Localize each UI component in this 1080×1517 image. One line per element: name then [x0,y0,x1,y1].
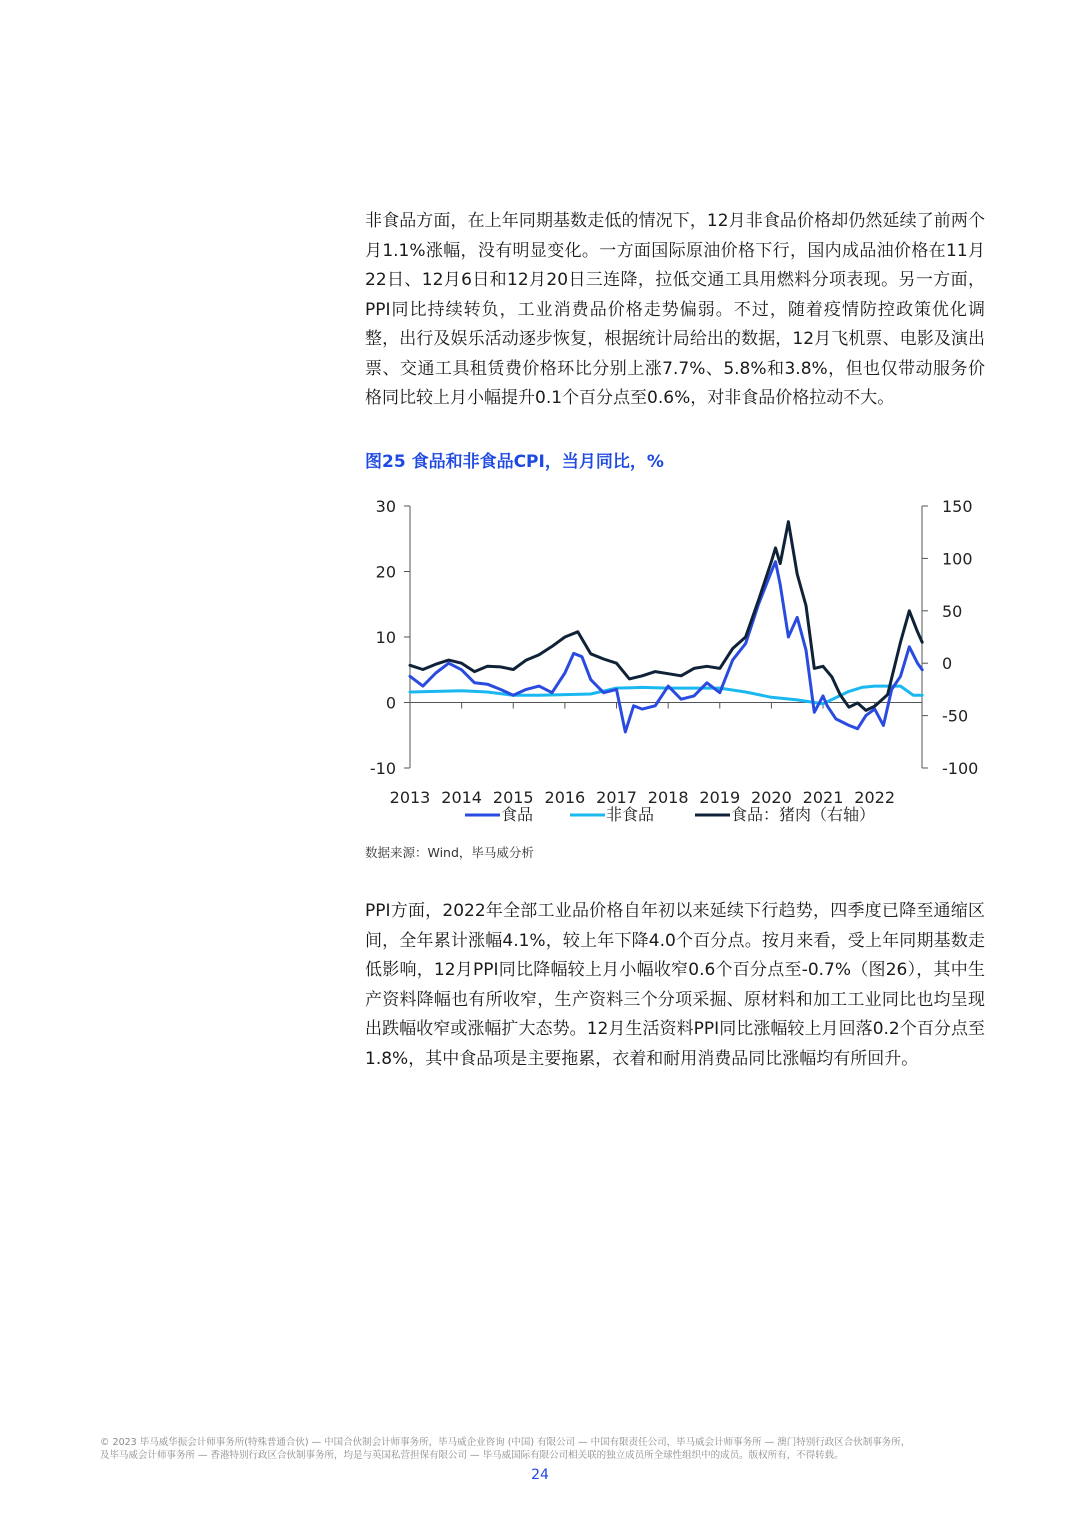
x-tick-label: 2021 [802,788,844,807]
figure-title: 图25 食品和非食品CPI，当月同比，% [365,452,664,472]
left-tick-label: 0 [385,693,396,713]
right-tick-label: 100 [942,549,973,569]
paragraph-ppi: PPI方面，2022年全部工业品价格自年初以来延续下行趋势，四季度已降至通缩区间，全年累计涨幅4.1%，较上年下降4.0个百分点。按月来看，受上年同期基数走低影响，12月PPI同比降幅较上月小幅收窄0.6个百分点至-0.7%（图26），其中生产资料降幅也有所收窄，生产资料三个分项采掘、原材料和加工工业同比也均呈现出跌幅收窄或涨幅扩大态势。12月生活资料PPI同比涨幅较上月回落0.2个百分点至1.8%，其中食品项是主要拖累，衣着和耐用消费品同比涨幅均有所回升。 [365,901,985,1069]
pork-series-line [410,522,922,711]
x-tick-label: 2022 [854,788,896,807]
source-note: 数据来源：Wind，毕马威分析 [365,845,534,860]
legend-pork-label: 食品：猪肉（右轴） [731,805,876,824]
footer-line: © 2023 毕马威华振会计师事务所(特殊普通合伙) — 中国合伙制会计师事务所，毕马威企业咨询 (中国) 有限公司 — 中国有限责任公司，毕马威会计师事务所 — 澳门特别行政区合伙制事务所， [100,1437,911,1448]
page-number: 24 [531,1467,549,1483]
x-tick-label: 2017 [596,788,637,807]
left-tick-label: 10 [375,628,396,647]
x-tick-label: 2015 [492,788,534,807]
food-series-line [410,562,922,732]
x-tick-label: 2016 [544,788,586,807]
footer-copyright [100,1436,980,1462]
x-tick-label: 2020 [751,788,792,807]
left-tick-label: 30 [375,497,396,516]
left-tick-label: -10 [369,759,396,778]
right-tick-label: 50 [942,601,963,621]
right-tick-label: 150 [942,497,973,516]
x-tick-label: 2014 [441,788,482,807]
right-tick-label: -50 [942,706,969,726]
legend-nonfood-label: 非食品 [606,805,655,824]
right-tick-label: 0 [942,654,953,674]
right-tick-label: -100 [942,759,979,778]
x-tick-label: 2019 [699,788,741,807]
x-tick-label: 2018 [647,788,689,807]
chart-container [355,485,980,835]
legend-food-label: 食品 [501,805,534,824]
paragraph-non-food: 非食品方面，在上年同期基数走低的情况下，12月非食品价格却仍然延续了前两个月1.1%涨幅，没有明显变化。一方面国际原油价格下行，国内成品油价格在11月22日、12月6日和12月20日三连降，拉低交通工具用燃料分项表现。另一方面，PPI同比持续转负，工业消费品价格走势偏弱。不过，随着疫情防控政策优化调整，出行及娱乐活动逐步恢复，根据统计局给出的数据，12月飞机票、电影及演出票、交通工具租赁费价格环比分别上涨7.7%、5.8%和3.8%，但也仅带动服务价格同比较上月小幅提升0.1个百分点至0.6%，对非食品价格拉动不大。 [365,211,985,408]
x-tick-label: 2013 [389,788,431,807]
left-tick-label: 20 [375,562,396,582]
footer-line: 及毕马威会计师事务所 — 香港特别行政区合伙制事务所，均是与英国私营担保有限公司 — 毕马威国际有限公司相关联的独立成员所全球性组织中的成员。版权所有，不得转载。 [100,1450,844,1461]
cpi-line-chart [355,485,980,835]
